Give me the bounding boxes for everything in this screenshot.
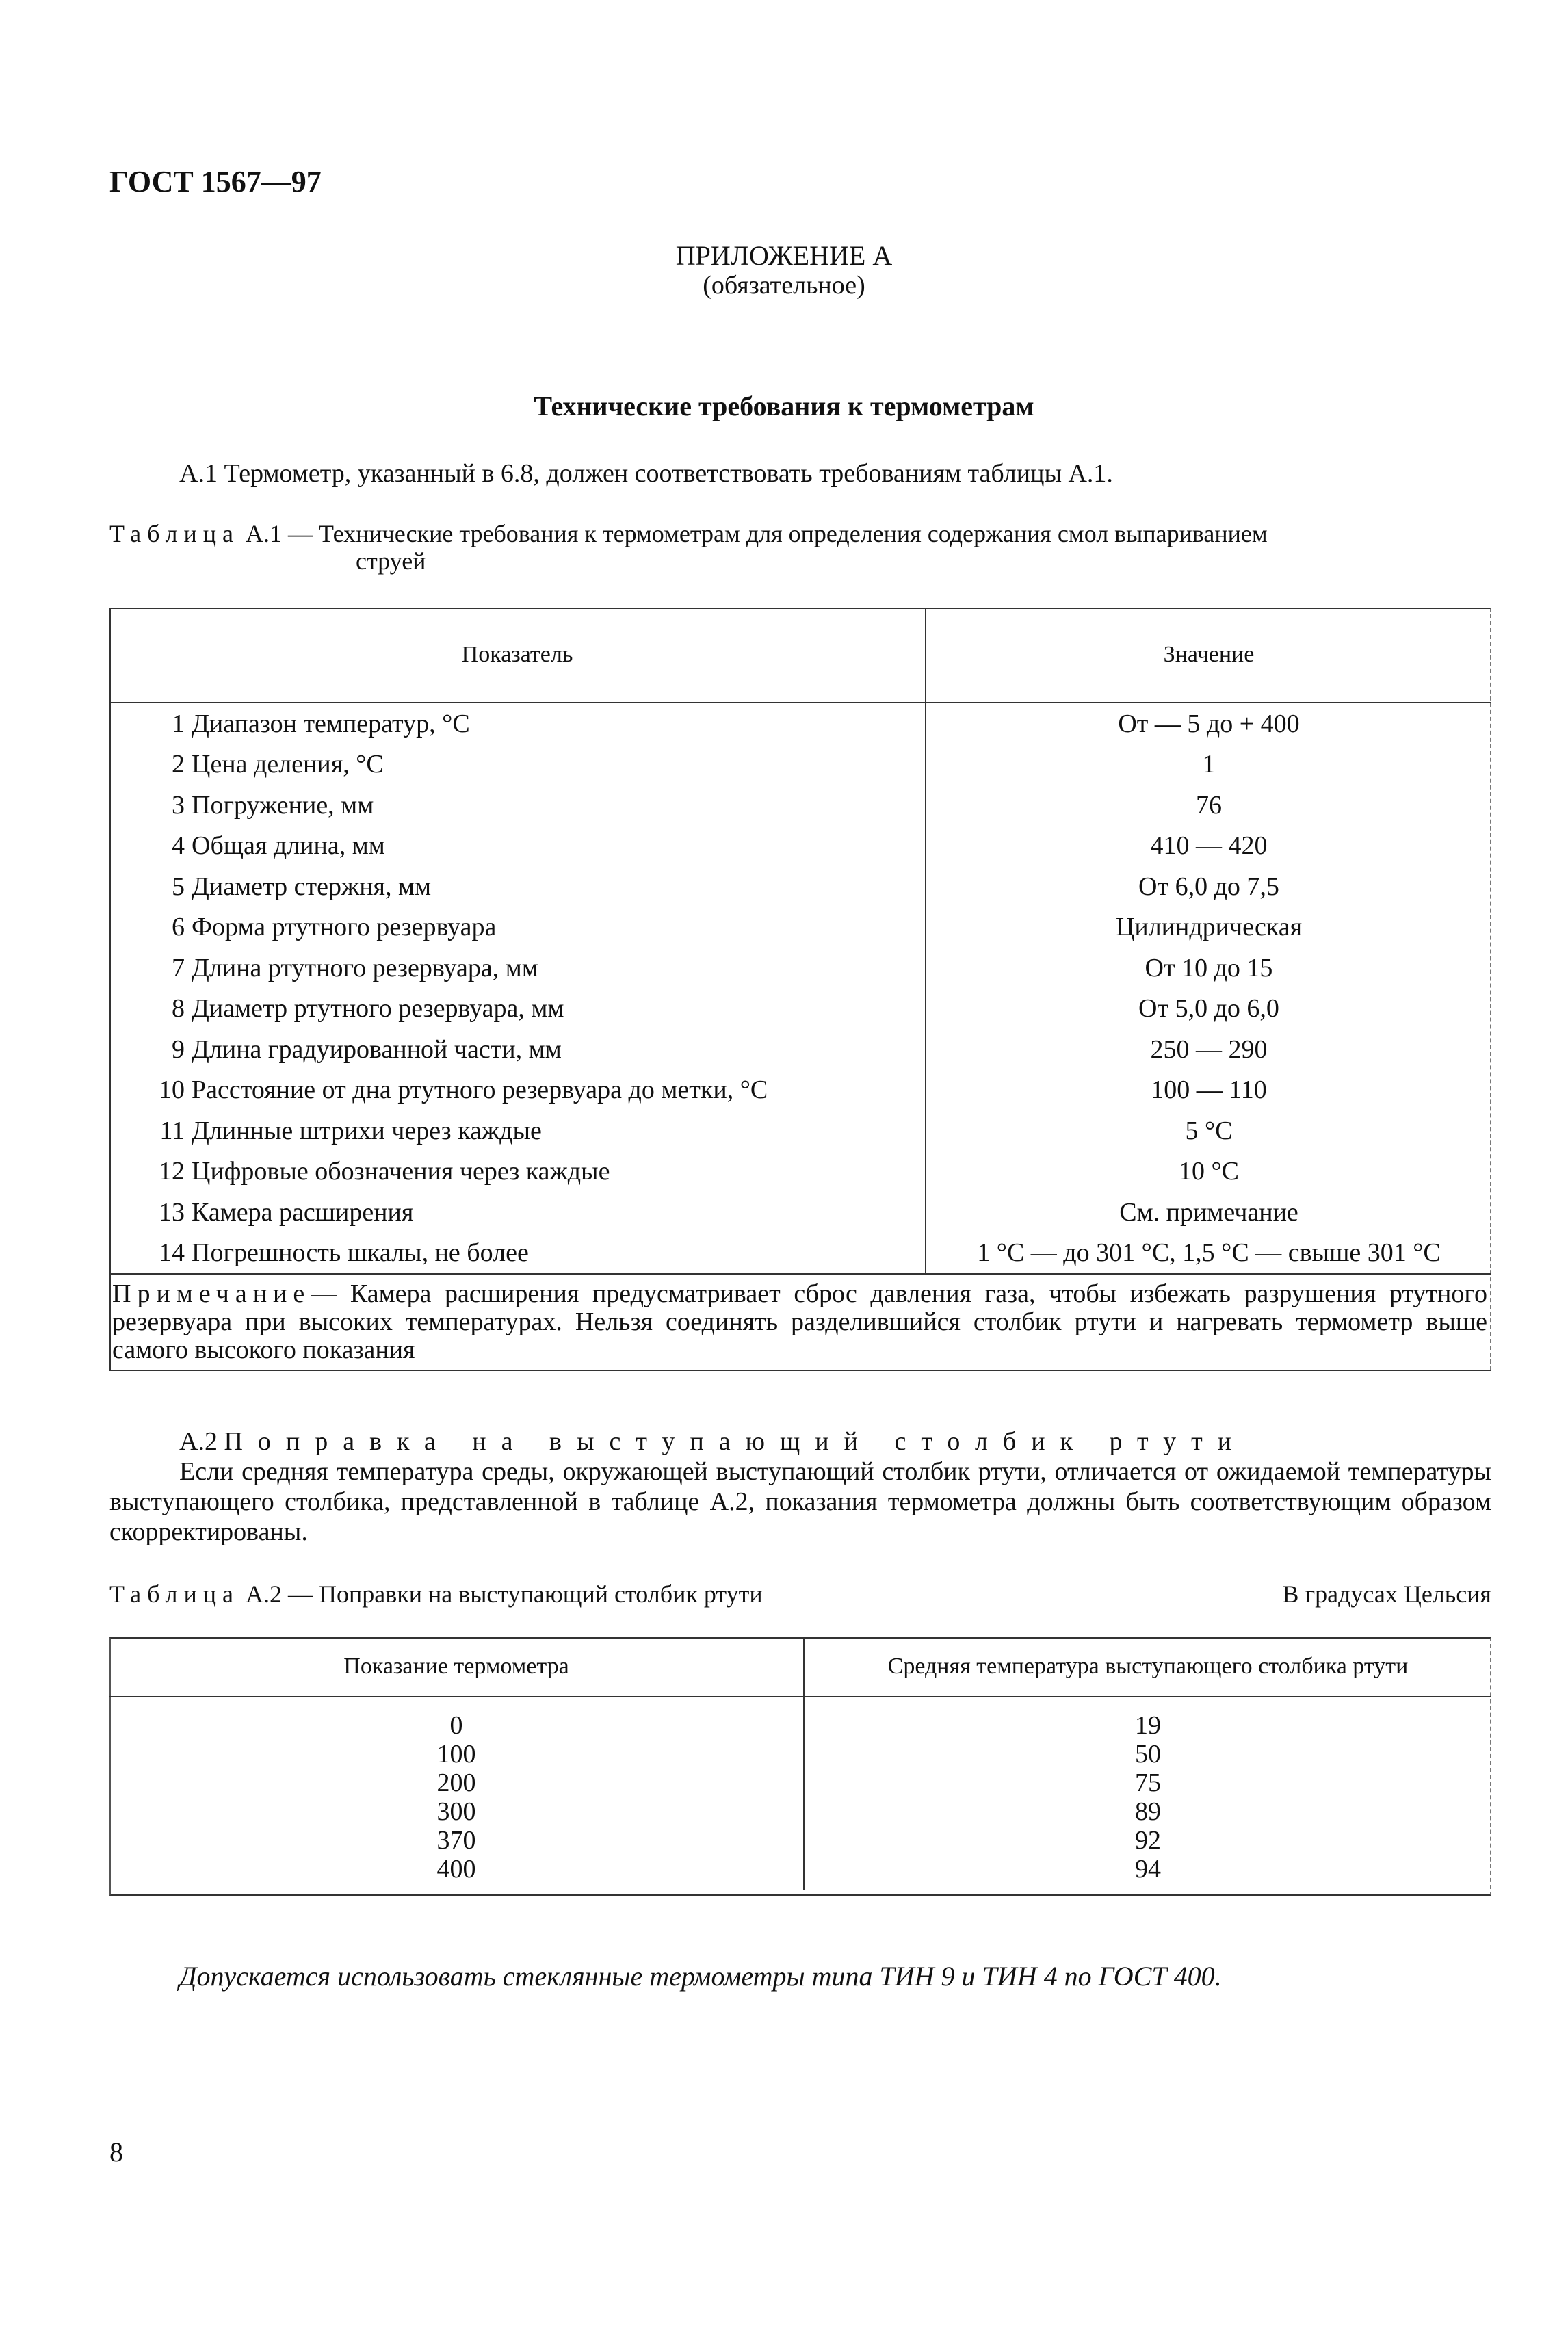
table2-cell-temp: 75 xyxy=(1135,1769,1161,1797)
table2-cell-temp: 50 xyxy=(1135,1740,1161,1769)
table2-cell-reading: 0 xyxy=(109,1697,804,1740)
indicator-label: Цифровые обозначения через каждые xyxy=(192,1157,610,1186)
appendix-title: ПРИЛОЖЕНИЕ А xyxy=(675,240,893,271)
table1-note-text: — Камера расширения предусматривает сброс давления газа, чтобы избежать разрушения ртутного резервуара при высоких температурах. Нельзя соединять разделившийся столбик ртути и нагревать термометр выше самого высокого показания xyxy=(112,1279,1487,1364)
row-number: 5 xyxy=(172,872,185,901)
table1-cell-value: 76 xyxy=(1196,790,1222,820)
table1-cell-indicator xyxy=(109,866,926,907)
table1-row xyxy=(109,1192,1491,1233)
table2-units: В градусах Цельсия xyxy=(1282,1580,1491,1608)
appendix-subtitle: (обязательное) xyxy=(703,271,865,300)
table1-cell-value: От 10 до 15 xyxy=(1145,953,1273,982)
page-number: 8 xyxy=(109,2137,123,2167)
table1-cell-indicator xyxy=(109,826,926,867)
table2-row xyxy=(109,1769,1491,1797)
indicator-label: Диапазон температур, °С xyxy=(192,709,470,738)
a2-number: А.2 xyxy=(179,1427,218,1456)
table2-cell-reading: 370 xyxy=(109,1826,804,1855)
a2-heading xyxy=(179,1426,1493,1457)
a1-paragraph: А.1 Термометр, указанный в 6.8, должен соответствовать требованиям таблицы А.1. xyxy=(179,459,1113,488)
table1-row xyxy=(109,785,1491,826)
indicator-label: Диаметр стержня, мм xyxy=(192,872,432,901)
table1-cell-indicator xyxy=(109,1070,926,1111)
table1-row xyxy=(109,1070,1491,1111)
row-number: 9 xyxy=(172,1034,185,1064)
table2-caption-text: А.2 — Поправки на выступающий столбик ртути xyxy=(245,1580,763,1608)
table1-row xyxy=(109,866,1491,907)
table1-cell-value: 1 xyxy=(1202,750,1216,779)
table1-header-value: Значение xyxy=(926,608,1491,703)
row-number: 10 xyxy=(159,1075,185,1105)
table1-cell-value: 100 — 110 xyxy=(1151,1075,1267,1105)
indicator-label: Камера расширения xyxy=(192,1197,414,1227)
table1-cell-value: 10 °С xyxy=(1178,1157,1240,1186)
table2-caption xyxy=(109,1580,1491,1608)
indicator-label: Форма ртутного резервуара xyxy=(192,913,497,942)
table1-row xyxy=(109,1029,1491,1070)
table1-cell-indicator xyxy=(109,785,926,826)
row-number: 13 xyxy=(159,1197,185,1227)
table1-row xyxy=(109,1151,1491,1192)
document-header: ГОСТ 1567—97 xyxy=(109,165,322,198)
table2-header-temp: Средняя температура выступающего столбика ртути xyxy=(804,1637,1491,1697)
table1-cell-value: Цилиндрическая xyxy=(1115,913,1303,942)
row-number: 6 xyxy=(172,913,185,942)
indicator-label: Длинные штрихи через каждые xyxy=(192,1116,542,1145)
table2-row xyxy=(109,1797,1491,1826)
table1-row xyxy=(109,948,1491,989)
row-number: 1 xyxy=(172,709,185,738)
table1-cell-indicator xyxy=(109,703,926,744)
table1-row xyxy=(109,744,1491,785)
a2-paragraph: Если средняя температура среды, окружающей выступающий столбик ртути, отличается от ожидаемой температуры выступающего столбика, представленной в таблице А.2, показания термометра должны быть соответствующим образом скорректированы. xyxy=(109,1457,1491,1546)
table2-row xyxy=(109,1697,1491,1740)
section-title: Технические требования к термометрам xyxy=(534,391,1034,421)
table1-caption-label: Таблица xyxy=(109,520,239,547)
row-number: 7 xyxy=(172,953,185,982)
table1-cell-indicator xyxy=(109,1192,926,1233)
table1-cell-indicator xyxy=(109,1029,926,1070)
table2-cell-temp: 92 xyxy=(1135,1826,1161,1855)
table2-cell-reading: 100 xyxy=(109,1740,804,1769)
indicator-label: Общая длина, мм xyxy=(192,831,385,861)
table2-cell-temp: 94 xyxy=(1135,1855,1161,1883)
table1-row xyxy=(109,907,1491,948)
indicator-label: Погружение, мм xyxy=(192,790,374,820)
indicator-label: Длина градуированной части, мм xyxy=(192,1034,562,1064)
indicator-label: Длина ртутного резервуара, мм xyxy=(192,953,538,982)
table2-cell-temp: 19 xyxy=(1135,1711,1161,1740)
table1-cell-value: От 6,0 до 7,5 xyxy=(1138,872,1279,901)
table2-cell-reading: 300 xyxy=(109,1797,804,1826)
table2-row xyxy=(109,1855,1491,1890)
table1-cell-value: От — 5 до + 400 xyxy=(1118,709,1300,738)
row-number: 11 xyxy=(159,1116,185,1145)
a2-heading-text: Поправка на выступающий столбик ртути xyxy=(224,1427,1247,1456)
table2-caption-label: Таблица xyxy=(109,1580,239,1608)
table2-cell-temp: 89 xyxy=(1135,1797,1161,1826)
table1-cell-indicator xyxy=(109,1233,926,1275)
table1-note-label: Примечание xyxy=(112,1279,311,1308)
footer-note: Допускается использовать стеклянные термометры типа ТИН 9 и ТИН 4 по ГОСТ 400. xyxy=(179,1961,1222,1992)
table1-cell-value: 1 °С — до 301 °С, 1,5 °С — свыше 301 °С xyxy=(977,1238,1441,1268)
table1-cell-indicator xyxy=(109,744,926,785)
table2-cell-reading: 200 xyxy=(109,1769,804,1797)
table2-cell-reading: 400 xyxy=(109,1855,804,1890)
table1 xyxy=(109,608,1491,1371)
table1-cell-value: 250 — 290 xyxy=(1150,1034,1268,1064)
table1-row xyxy=(109,1233,1491,1275)
table1-cell-indicator xyxy=(109,1151,926,1192)
table1-caption-text-2: струей xyxy=(356,547,426,575)
table1-header-indicator: Показатель xyxy=(109,608,926,703)
row-number: 4 xyxy=(172,831,185,861)
row-number: 8 xyxy=(172,994,185,1023)
row-number: 3 xyxy=(172,790,185,820)
table1-cell-value: От 5,0 до 6,0 xyxy=(1138,994,1279,1023)
table1-row xyxy=(109,989,1491,1030)
indicator-label: Расстояние от дна ртутного резервуара до метки, °С xyxy=(192,1075,768,1105)
indicator-label: Цена деления, °С xyxy=(192,750,384,779)
table1-cell-indicator xyxy=(109,1110,926,1151)
indicator-label: Диаметр ртутного резервуара, мм xyxy=(192,994,564,1023)
table1-cell-indicator xyxy=(109,907,926,948)
row-number: 2 xyxy=(172,750,185,779)
indicator-label: Погрешность шкалы, не более xyxy=(192,1238,529,1268)
table1-cell-indicator xyxy=(109,948,926,989)
table2-row xyxy=(109,1826,1491,1855)
table1-caption xyxy=(109,520,1491,575)
table2-header-reading: Показание термометра xyxy=(109,1637,804,1697)
row-number: 14 xyxy=(159,1238,185,1268)
table1-note xyxy=(109,1274,1491,1370)
table1-cell-value: 410 — 420 xyxy=(1150,831,1268,861)
table2-row xyxy=(109,1740,1491,1769)
row-number: 12 xyxy=(159,1157,185,1186)
table1-cell-indicator xyxy=(109,989,926,1030)
table1-row xyxy=(109,1110,1491,1151)
table1-cell-value: 5 °С xyxy=(1185,1116,1233,1145)
table1-cell-value: См. примечание xyxy=(1119,1197,1298,1227)
table1-caption-text: А.1 — Технические требования к термометрам для определения содержания смол выпариванием xyxy=(245,520,1268,547)
table1-row xyxy=(109,826,1491,867)
table1-row xyxy=(109,703,1491,744)
table2 xyxy=(109,1637,1491,1890)
